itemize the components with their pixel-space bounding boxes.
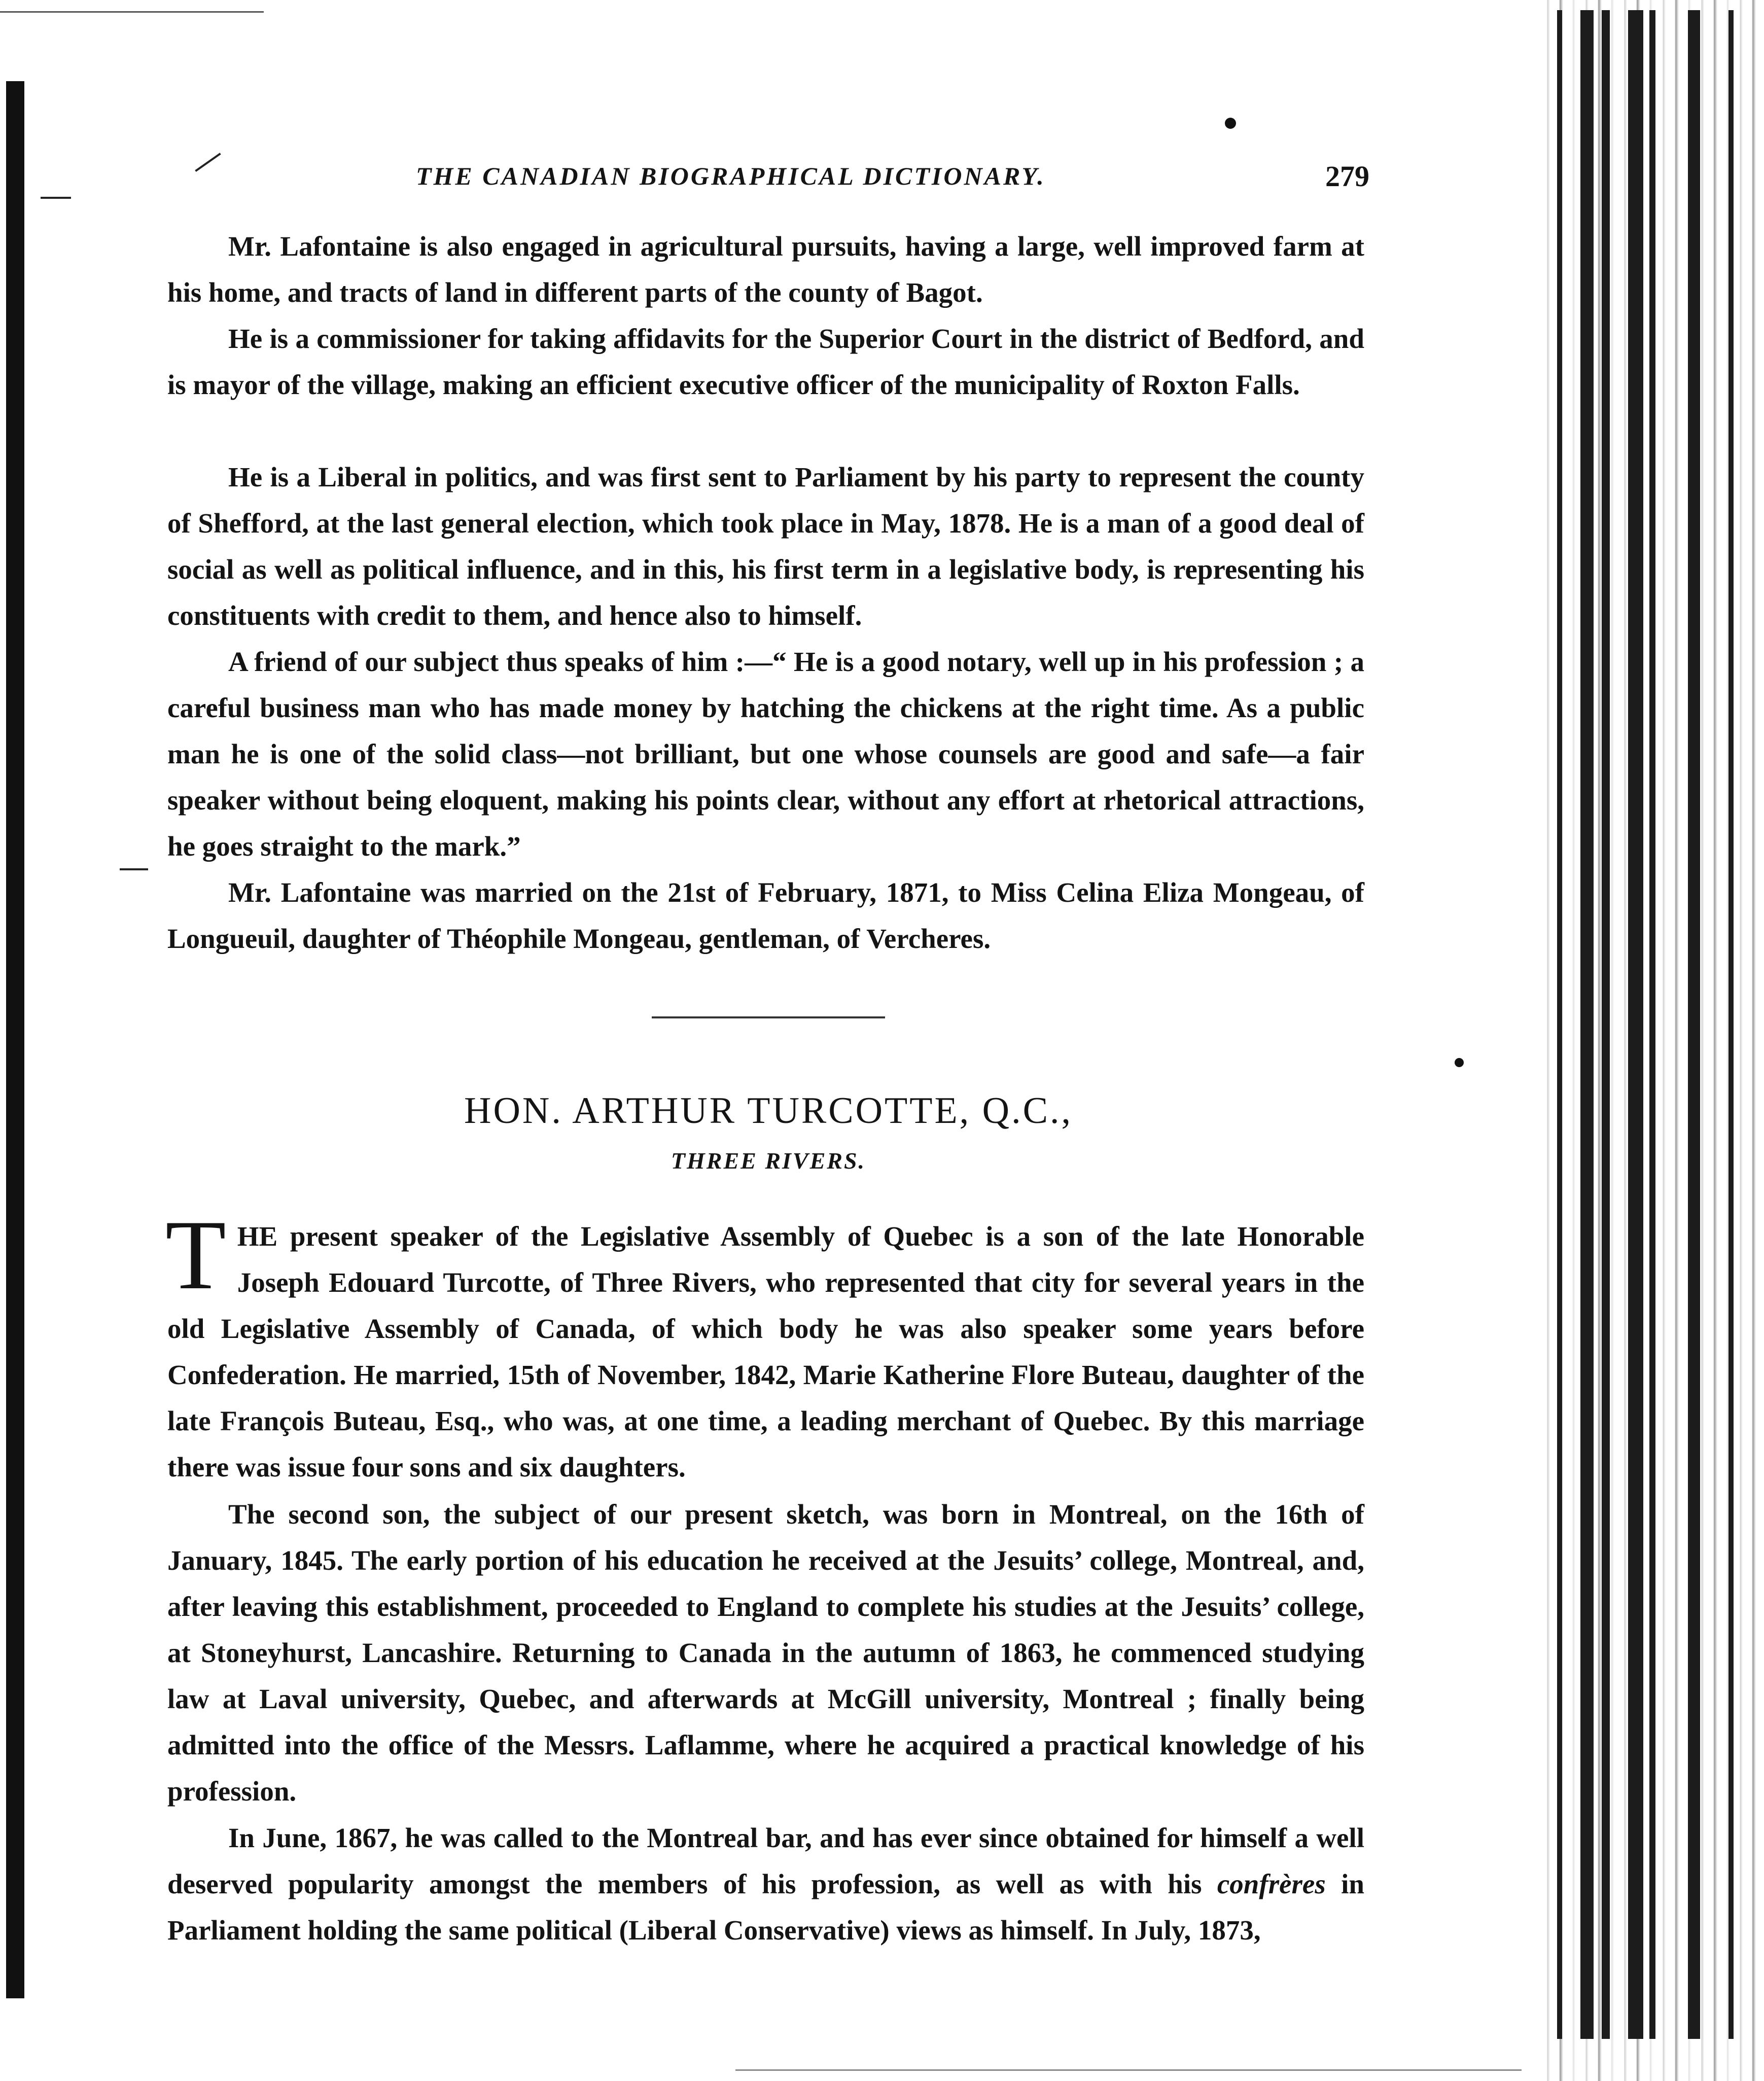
paragraph-turcotte-parentage-text: HE present speaker of the Legislative Assembly of Quebec is a son of the late Honorable Joseph Edouard Turcotte, of Three Rivers, who represented that city for several years in the old Legislative Assembly of Canada, of which body he was also speaker some years before Confederation. He married, 15th of November, 1842, Marie Katherine Flore Buteau, daughter of the late François Buteau, Esq., who was, at one time, a leading merchant of Quebec. By this marriage there was issue four sons and six daughters. (167, 1221, 1364, 1483)
paragraph-turcotte-parentage (165, 1200, 1364, 1490)
paragraph-turcotte-career (167, 1815, 1364, 1953)
paragraph-lafontaine-farm: Mr. Lafontaine is also engaged in agricultural pursuits, having a large, well improved farm at his home, and tracts of land in different parts of the county of Bagot. (167, 231, 1364, 308)
scan-edge-block (1557, 10, 1562, 2039)
scan-artifact-rule (735, 2069, 1522, 2071)
section-divider (652, 1016, 885, 1018)
running-title: THE CANADIAN BIOGRAPHICAL DICTIONARY. (416, 162, 1046, 190)
scan-edge-block (1602, 10, 1610, 2039)
page-header (416, 161, 1369, 202)
scan-mark (120, 868, 148, 870)
paragraph-turcotte-career-italic: confrères (1217, 1868, 1326, 1899)
scan-mark (195, 153, 221, 172)
page-number: 279 (1325, 160, 1369, 193)
paragraph-turcotte-career-text: In June, 1867, he was called to the Montreal bar, and has ever since obtained for himself a well deserved popularity amongst the members of his profession, as well as with his (167, 1822, 1364, 1899)
paragraph-lafontaine-commissioner: He is a commissioner for taking affidavits for the Superior Court in the district of Bedford, and is mayor of the village, making an efficient executive officer of the municipality of Roxton Falls. (167, 323, 1364, 400)
scan-speck (1455, 1058, 1464, 1067)
scan-edge-block (1688, 10, 1700, 2039)
scan-edge-strip (1537, 0, 1764, 2081)
scan-edge-block (1628, 10, 1643, 2039)
scan-speck (1225, 118, 1236, 129)
scan-artifact-rule (0, 11, 264, 13)
paragraph-turcotte-career-text-end: in Parliament holding the same political (Liberal Conservative) views as himself. In July, 1873, (167, 1868, 1364, 1946)
section-title: HON. ARTHUR TURCOTTE, Q.C., (464, 1090, 1073, 1132)
scan-edge-block (1649, 10, 1655, 2039)
drop-cap: T (165, 1200, 226, 1310)
scan-mark (41, 197, 71, 199)
scan-edge-block (1580, 10, 1594, 2039)
scan-edge-block (1728, 10, 1734, 2039)
section-subtitle: THREE RIVERS. (671, 1148, 866, 1174)
paragraph-turcotte-education: The second son, the subject of our present sketch, was born in Montreal, on the 16th of January, 1845. The early portion of his education he received at the Jesuits’ college, Montreal, and, after leaving this establishment, proceeded to England to complete his studies at the Jesuits’ college, at Stoneyhurst, Lancashire. Returning to Canada in the autumn of 1863, he commenced studying law at Laval university, Quebec, and afterwards at McGill university, Montreal ; finally being admitted into the office of the Messrs. Laflamme, where he acquired a practical knowledge of his profession. (167, 1499, 1364, 1807)
paragraph-lafontaine-politics: He is a Liberal in politics, and was first sent to Parliament by his party to represent the county of Shefford, at the last general election, which took place in May, 1878. He is a man of a good deal of social as well as political influence, and in this, his first term in a legislative body, is representing his constituents with credit to them, and hence also to himself. (167, 462, 1364, 631)
scan-binding-shadow (6, 81, 24, 1998)
paragraph-lafontaine-quote: A friend of our subject thus speaks of him :—“ He is a good notary, well up in his profession ; a careful business man who has made money by hatching the chickens at the right time. As a public man he is one of the solid class—not brilliant, but one whose counsels are good and safe—a fair speaker without being eloquent, making his points clear, without any effort at rhetorical attractions, he goes straight to the mark.” (167, 646, 1364, 862)
paragraph-lafontaine-marriage: Mr. Lafontaine was married on the 21st of February, 1871, to Miss Celina Eliza Mongeau, of Longueuil, daughter of Théophile Mongeau, gentleman, of Vercheres. (167, 877, 1364, 954)
